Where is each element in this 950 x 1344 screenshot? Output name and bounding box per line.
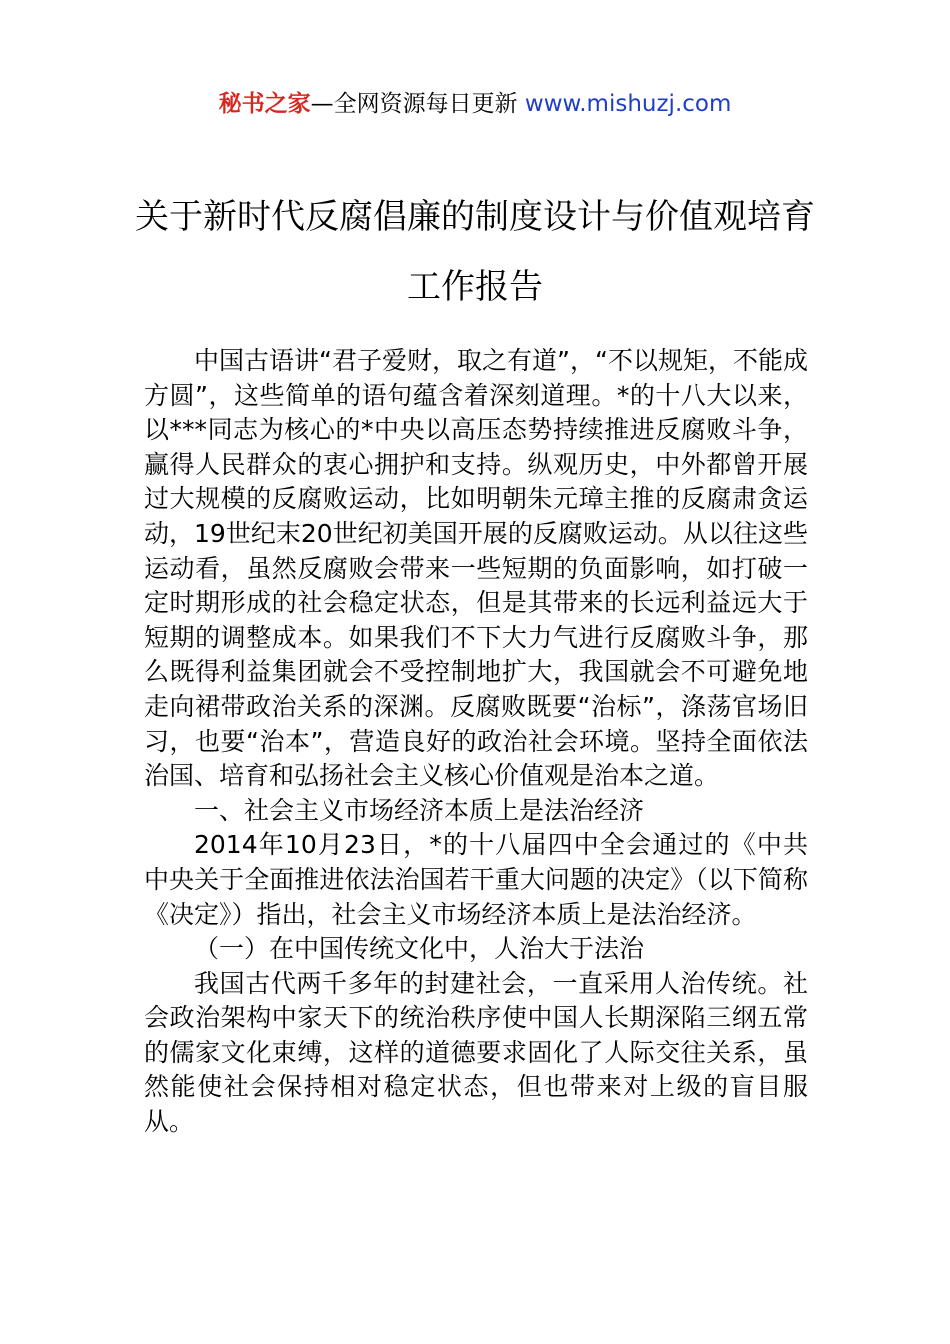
paragraph-decision: 2014年10月23日，*的十八届四中全会通过的《中共中央关于全面推进依法治国若干重大问题的决定》（以下简称《决定》）指出，社会主义市场经济本质上是法治经济。 [144, 830, 808, 929]
site-url-link[interactable]: www.mishuzj.com [524, 91, 732, 117]
document-title: 关于新时代反腐倡廉的制度设计与价值观培育工作报告 [135, 197, 815, 307]
header-tagline: —全网资源每日更新 [310, 91, 525, 117]
paragraph-tradition: 我国古代两千多年的封建社会，一直采用人治传统。社会政治架构中家天下的统治秩序使中国人长期深陷三纲五常的儒家文化束缚，这样的道德要求固化了人际交往关系，虽然能使社会保持相对稳定状态，但也带来对上级的盲目服从。 [144, 968, 808, 1137]
subsection-heading-1: （一）在中国传统文化中，人治大于法治 [194, 934, 645, 964]
section-heading-1: 一、社会主义市场经济本质上是法治经济 [194, 795, 645, 825]
site-header [0, 88, 950, 120]
intro-paragraph: 中国古语讲“君子爱财，取之有道”，“不以规矩，不能成方圆”，这些简单的语句蕴含着深刻道理。*的十八大以来，以***同志为核心的*中央以高压态势持续推进反腐败斗争，赢得人民群众的衷心拥护和支持。纵观历史，中外都曾开展过大规模的反腐败运动，比如明朝朱元璋主推的反腐肃贪运动，19世纪末20世纪初美国开展的反腐败运动。从以往这些运动看，虽然反腐败会带来一些短期的负面影响，如打破一定时期形成的社会稳定状态，但是其带来的长远利益远大于短期的调整成本。如果我们不下大力气进行反腐败斗争，那么既得利益集团就会不受控制地扩大，我国就会不可避免地走向裙带政治关系的深渊。反腐败既要“治标”，涤荡官场旧习，也要“治本”，营造良好的政治社会环境。坚持全面依法治国、培育和弘扬社会主义核心价值观是治本之道。 [144, 346, 808, 791]
brand-name: 秘书之家 [218, 91, 311, 117]
document-body [144, 344, 808, 1140]
